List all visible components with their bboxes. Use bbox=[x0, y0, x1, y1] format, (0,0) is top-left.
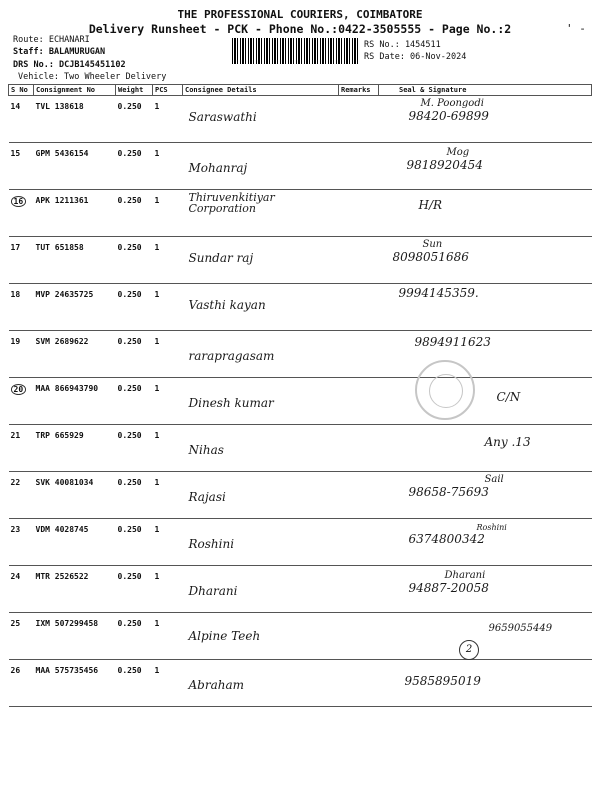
consignee-name: Dharani bbox=[188, 584, 238, 598]
signature-name: Roshini bbox=[476, 523, 507, 532]
consignee-name: Vasthi kayan bbox=[188, 298, 266, 312]
table-row bbox=[9, 613, 592, 660]
row-pcs: 1 bbox=[153, 190, 183, 237]
row-sno: 17 bbox=[9, 237, 34, 284]
row-sno: 26 bbox=[9, 660, 34, 707]
circled-sno: 20 bbox=[11, 384, 27, 395]
row-sno: 14 bbox=[9, 96, 34, 143]
signature-name: Dharani bbox=[444, 570, 486, 581]
row-weight: 0.250 bbox=[116, 566, 153, 613]
table-row bbox=[9, 284, 592, 331]
row-pcs: 1 bbox=[153, 425, 183, 472]
runsheet-table bbox=[8, 84, 592, 707]
row-pcs: 1 bbox=[153, 519, 183, 566]
rs-number: RS No.: 1454511 bbox=[364, 40, 441, 50]
row-sno: 21 bbox=[9, 425, 34, 472]
row-consignment: GPM 5436154 bbox=[34, 143, 116, 190]
corner-mark: ' - bbox=[566, 22, 586, 35]
row-sno: 23 bbox=[9, 519, 34, 566]
signature bbox=[409, 523, 507, 546]
consignee-name: Rajasi bbox=[188, 490, 226, 504]
table-header-row bbox=[9, 85, 592, 96]
signature bbox=[407, 147, 483, 172]
consignee-name: rarapragasam bbox=[188, 349, 275, 363]
signature bbox=[399, 286, 479, 300]
row-pcs: 1 bbox=[153, 378, 183, 425]
signature bbox=[405, 674, 481, 688]
signature bbox=[419, 198, 443, 212]
remarks-cell bbox=[339, 660, 379, 707]
col-header-seal: Seal & Signature bbox=[379, 85, 592, 96]
remarks-cell bbox=[339, 284, 379, 331]
row-consignment: TRP 665929 bbox=[34, 425, 116, 472]
row-weight: 0.250 bbox=[116, 660, 153, 707]
row-weight: 0.250 bbox=[116, 519, 153, 566]
row-weight: 0.250 bbox=[116, 96, 153, 143]
seal-inner-ring bbox=[429, 374, 463, 408]
col-header-sno: S No bbox=[9, 85, 34, 96]
col-header-remarks: Remarks bbox=[339, 85, 379, 96]
consignee-name: Sundar raj bbox=[188, 251, 254, 265]
col-header-consignee: Consignee Details bbox=[183, 85, 339, 96]
staff-label: Staff: BALAMURUGAN bbox=[13, 47, 106, 57]
remarks-cell bbox=[339, 237, 379, 284]
signature bbox=[409, 98, 489, 123]
signature bbox=[485, 435, 531, 449]
col-header-weight: Weight bbox=[116, 85, 153, 96]
consignee-name: Nihas bbox=[188, 443, 224, 457]
signature-phone: 9994145359. bbox=[398, 286, 479, 300]
row-consignment: MAA 575735456 bbox=[34, 660, 116, 707]
row-weight: 0.250 bbox=[116, 378, 153, 425]
row-sno: 25 bbox=[9, 613, 34, 660]
row-weight: 0.250 bbox=[116, 284, 153, 331]
row-weight: 0.250 bbox=[116, 143, 153, 190]
row-sno bbox=[9, 378, 34, 425]
runsheet-subtitle: Delivery Runsheet - PCK - Phone No.:0422-3505555 - Page No.:2 bbox=[88, 22, 512, 36]
signature-phone: 9659055449 bbox=[488, 623, 553, 634]
signature-phone: 98658-75693 bbox=[408, 485, 489, 499]
consignee-name: Saraswathi bbox=[188, 110, 257, 124]
signature-phone: C/N bbox=[496, 390, 521, 404]
row-consignment: MAA 866943790 bbox=[34, 378, 116, 425]
row-pcs: 1 bbox=[153, 96, 183, 143]
row-pcs: 1 bbox=[153, 613, 183, 660]
vehicle-label: Vehicle: Two Wheeler Delivery bbox=[18, 72, 167, 82]
row-consignment: SVK 40081034 bbox=[34, 472, 116, 519]
row-sno: 22 bbox=[9, 472, 34, 519]
row-weight: 0.250 bbox=[116, 237, 153, 284]
signature-name: M. Poongodi bbox=[420, 98, 484, 109]
signature bbox=[415, 335, 491, 349]
route-label: Route: ECHANARI bbox=[13, 35, 90, 45]
table-row bbox=[9, 472, 592, 519]
row-pcs: 1 bbox=[153, 237, 183, 284]
table-row bbox=[9, 425, 592, 472]
row-sno: 19 bbox=[9, 331, 34, 378]
signature bbox=[409, 570, 489, 595]
remarks-cell bbox=[339, 190, 379, 237]
col-header-pcs: PCS bbox=[153, 85, 183, 96]
remarks-cell bbox=[339, 96, 379, 143]
remarks-cell bbox=[339, 425, 379, 472]
signature-phone: 6374800342 bbox=[408, 532, 485, 546]
row-consignment: MTR 2526522 bbox=[34, 566, 116, 613]
signature-phone: 98420-69899 bbox=[408, 109, 489, 123]
rs-date: RS Date: 06-Nov-2024 bbox=[364, 52, 467, 62]
consignee-name: Alpine Teeh bbox=[188, 629, 261, 643]
table-row bbox=[9, 519, 592, 566]
remarks-cell bbox=[339, 378, 379, 425]
remarks-cell bbox=[339, 519, 379, 566]
signature-phone: Any .13 bbox=[484, 435, 531, 449]
row-pcs: 1 bbox=[153, 660, 183, 707]
row-consignment: VDM 4028745 bbox=[34, 519, 116, 566]
table-row bbox=[9, 378, 592, 425]
barcode bbox=[232, 38, 360, 64]
row-weight: 0.250 bbox=[116, 190, 153, 237]
signature bbox=[393, 239, 469, 264]
col-header-consignment: Consignment No bbox=[34, 85, 116, 96]
row-consignment: MVP 24635725 bbox=[34, 284, 116, 331]
row-pcs: 1 bbox=[153, 284, 183, 331]
circled-page-mark: 2 bbox=[459, 640, 479, 660]
row-sno bbox=[9, 190, 34, 237]
row-sno: 18 bbox=[9, 284, 34, 331]
remarks-cell bbox=[339, 143, 379, 190]
signature-phone: 8098051686 bbox=[392, 250, 469, 264]
company-title: THE PROFESSIONAL COURIERS, COIMBATORE bbox=[177, 8, 423, 21]
signature bbox=[489, 623, 553, 634]
row-weight: 0.250 bbox=[116, 331, 153, 378]
table-row bbox=[9, 143, 592, 190]
signature-phone: 9894911623 bbox=[414, 335, 491, 349]
consignee-name: Abraham bbox=[188, 678, 244, 692]
row-weight: 0.250 bbox=[116, 613, 153, 660]
row-consignment: APK 1211361 bbox=[34, 190, 116, 237]
table-row bbox=[9, 566, 592, 613]
circled-sno: 16 bbox=[11, 196, 27, 207]
row-consignment: SVM 2689622 bbox=[34, 331, 116, 378]
row-sno: 15 bbox=[9, 143, 34, 190]
row-consignment: IXM 507299458 bbox=[34, 613, 116, 660]
table-row bbox=[9, 190, 592, 237]
row-consignment: TUT 651858 bbox=[34, 237, 116, 284]
signature bbox=[497, 390, 521, 404]
consignee-name: Dinesh kumar bbox=[188, 396, 274, 410]
consignee-name: Roshini bbox=[188, 537, 235, 551]
consignee-name: Thiruvenkitiyar Corporation bbox=[188, 191, 275, 215]
row-pcs: 1 bbox=[153, 472, 183, 519]
row-pcs: 1 bbox=[153, 331, 183, 378]
signature-name: Sun bbox=[422, 239, 443, 250]
signature-phone: 9585895019 bbox=[404, 674, 481, 688]
signature-phone: 94887-20058 bbox=[408, 581, 489, 595]
signature-name: Mog bbox=[446, 147, 470, 158]
signature-phone: 9818920454 bbox=[406, 158, 483, 172]
faded-seal-stamp bbox=[415, 360, 475, 420]
table-row bbox=[9, 331, 592, 378]
table-row bbox=[9, 237, 592, 284]
row-pcs: 1 bbox=[153, 143, 183, 190]
consignee-name: Mohanraj bbox=[188, 161, 248, 175]
row-weight: 0.250 bbox=[116, 472, 153, 519]
remarks-cell bbox=[339, 613, 379, 660]
table-row bbox=[9, 96, 592, 143]
drs-number: DRS No.: DCJB145451102 bbox=[13, 60, 126, 70]
remarks-cell bbox=[339, 566, 379, 613]
table-row bbox=[9, 660, 592, 707]
remarks-cell bbox=[339, 472, 379, 519]
signature bbox=[409, 474, 504, 499]
row-pcs: 1 bbox=[153, 566, 183, 613]
row-weight: 0.250 bbox=[116, 425, 153, 472]
signature-name: Sail bbox=[484, 474, 504, 485]
row-sno: 24 bbox=[9, 566, 34, 613]
remarks-cell bbox=[339, 331, 379, 378]
signature-phone: H/R bbox=[418, 198, 443, 212]
row-consignment: TVL 138618 bbox=[34, 96, 116, 143]
